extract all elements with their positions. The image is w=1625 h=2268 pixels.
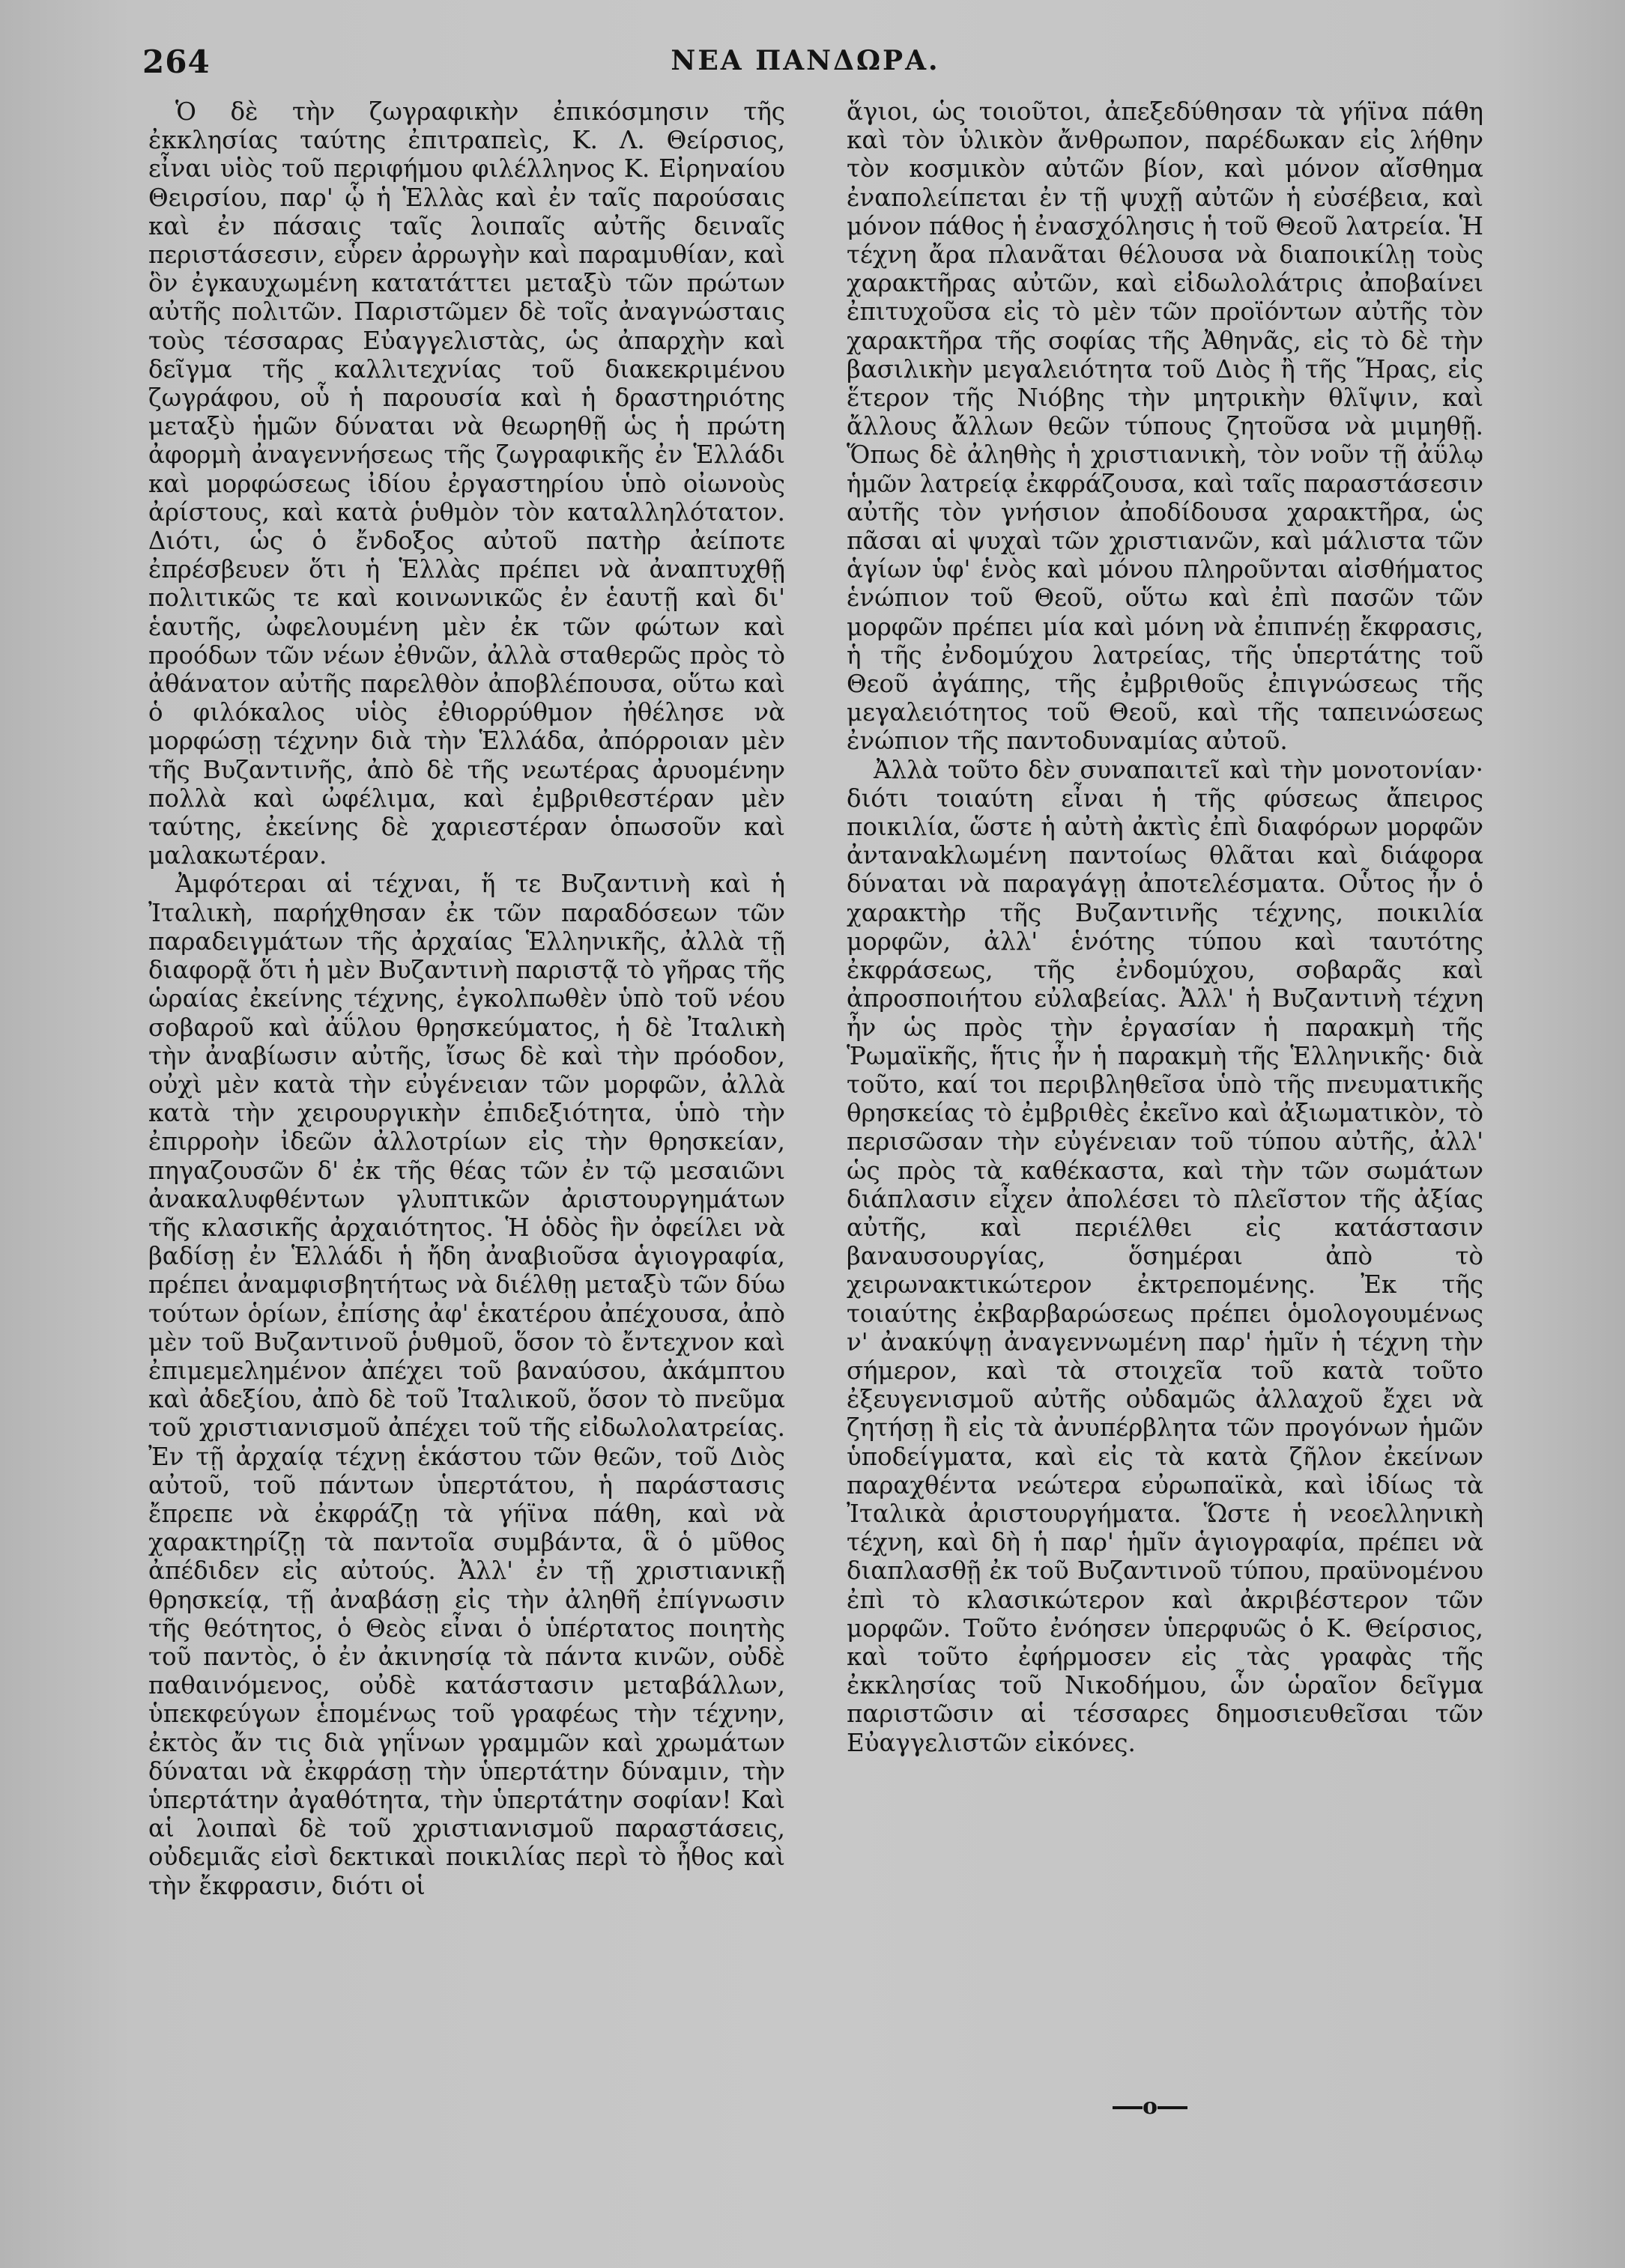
left-paragraph-1: Ὁ δὲ τὴν ζωγραφικὴν ἐπικόσμησιν τῆς ἐκκλησίας ταύτης ἐπιτραπεὶς, Κ. Λ. Θείρσιος, εἶναι υἱὸς τοῦ περιφήμου φιλέλληνος Κ. Εἰρηναίου Θειρσίου, παρ' ᾧ ἡ Ἑλλὰς καὶ ἐν ταῖς παρούσαις καὶ ἐν πάσαις ταῖς λοιπαῖς αὐτῆς δειναῖς περιστάσεσιν, εὗρεν ἀρρωγὴν καὶ παραμυθίαν, καὶ ὃν ἐγκαυχωμένη κατατάττει μεταξὺ τῶν πρώτων αὐτῆς πολιτῶν. Παριστῶμεν δὲ τοῖς ἀναγνώσταις τοὺς τέσσαρας Εὐαγγελιστὰς, ὡς ἀπαρχὴν καὶ δεῖγμα τῆς καλλιτεχνίας τοῦ διακεκριμένου ζωγράφου, οὗ ἡ παρουσία καὶ ἡ δραστηριότης μεταξὺ ἡμῶν δύναται νὰ θεωρηθῇ ὡς ἡ πρώτη ἀφορμὴ ἀναγεννήσεως τῆς ζωγραφικῆς ἐν Ἑλλάδι καὶ μορφώσεως ἰδίου ἐργαστηρίου ὑπὸ οἰωνοὺς ἀρίστους, καὶ κατὰ ῥυθμὸν τὸν καταλληλότατον. Διότι, ὡς ὁ ἔνδοξος αὐτοῦ πατὴρ ἀείποτε ἐπρέσβευεν ὅτι ἡ Ἑλλὰς πρέπει νὰ ἀναπτυχθῇ πολιτικῶς τε καὶ κοινωνικῶς ἐν ἑαυτῇ καὶ δι' ἑαυτῆς, ὠφελουμένη μὲν ἐκ τῶν φώτων καὶ προόδων τῶν νέων ἐθνῶν, ἀλλὰ σταθερῶς πρὸς τὸ ἀθάνατον αὐτῆς παρελθὸν ἀποβλέπουσα, οὕτω καὶ ὁ φιλόκαλος υἱὸς ἐθιορρύθμον ἠθέλησε νὰ μορφώσῃ τέχνην διὰ τὴν Ἑλλάδα, ἀπόρροιαν μὲν τῆς Βυζαντινῆς, ἀπὸ δὲ τῆς νεωτέρας ἀρυομένην πολλὰ καὶ ὠφέλιμα, καὶ ἐμβριθεστέραν μὲν ταύτης, ἐκείνης δὲ χαριεστέραν ὁπωσοῦν καὶ μαλακωτέραν. [148, 97, 785, 870]
right-column [847, 97, 1483, 1757]
end-ornament [1101, 2093, 1199, 2120]
end-ornament-mark: o [1142, 2093, 1158, 2120]
end-ornament-line-right [1158, 2106, 1187, 2109]
running-head: ΝΕΑ ΠΑΝΔΩΡΑ. [671, 45, 940, 76]
page-header [142, 43, 1468, 81]
page-number: 264 [142, 43, 211, 80]
right-paragraph-2: Ἀλλὰ τοῦτο δὲν συναπαιτεῖ καὶ τὴν μονοτονίαν· διότι τοιαύτη εἶναι ἡ τῆς φύσεως ἄπειρος ποικιλία, ὥστε ἡ αὐτὴ ἀκτὶς ἐπὶ διαφόρων μορφῶν ἀνταναkλωμένη παντοίως θλᾶται καὶ διάφορα δύναται νὰ παραγάγῃ ἀποτελέσματα. Οὗτος ἦν ὁ χαρακτὴρ τῆς Βυζαντινῆς τέχνης, ποικιλία μορφῶν, ἀλλ' ἑνότης τύπου καὶ ταυτότης ἐκφράσεως, τῆς ἐνδομύχου, σοβαρᾶς καὶ ἀπροσποιήτου εὐλαβείας. Ἀλλ' ἡ Βυζαντινὴ τέχνη ἦν ὡς πρὸς τὴν ἐργασίαν ἡ παρακμὴ τῆς Ῥωμαϊκῆς, ἥτις ἦν ἡ παρακμὴ τῆς Ἑλληνικῆς· διὰ τοῦτο, καί τοι περιβληθεῖσα ὑπὸ τῆς πνευματικῆς θρησκείας τὸ ἐμβριθὲς ἐκεῖνο καὶ ἀξιωματικὸν, τὸ περισῶσαν τὴν εὐγένειαν τοῦ τύπου αὐτῆς, ἀλλ' ὡς πρὸς τὰ καθέκαστα, καὶ τὴν τῶν σωμάτων διάπλασιν εἶχεν ἀπολέσει τὸ πλεῖστον τῆς ἀξίας αὐτῆς, καὶ περιέλθει εἰς κατάστασιν βαναυσουργίας, ὅσημέραι ἀπὸ τὸ χειρωνακτικώτερον ἐκτρεπομένης. Ἐκ τῆς τοιαύτης ἐκβαρβαρώσεως πρέπει ὁμολογουμένως ν' ἀνακύψῃ ἀναγεννωμένη παρ' ἡμῖν ἡ τέχνη τὴν σήμερον, καὶ τὰ στοιχεῖα τοῦ κατὰ τοῦτο ἐξευγενισμοῦ αὐτῆς οὐδαμῶς ἀλλαχοῦ ἔχει νὰ ζητήσῃ ἢ εἰς τὰ ἀνυπέρβλητα τῶν προγόνων ἡμῶν ὑποδείγματα, καὶ εἰς τὰ κατὰ ζῆλον ἐκείνων παραχθέντα νεώτερα εὐρωπαϊκὰ, καὶ ἰδίως τὰ Ἰταλικὰ ἀριστουργήματα. Ὥστε ἡ νεοελληνικὴ τέχνη, καὶ δὴ ἡ παρ' ἡμῖν ἁγιογραφία, πρέπει νὰ διαπλασθῇ ἐκ τοῦ Βυζαντινοῦ τύπου, πραϋνομένου ἐπὶ τὸ κλασικώτερον καὶ ἀκριβέστερον τῶν μορφῶν. Τοῦτο ἐνόησεν ὑπερφυῶς ὁ Κ. Θείρσιος, καὶ τοῦτο ἐφήρμοσεν εἰς τὰς γραφὰς τῆς ἐκκλησίας τοῦ Νικοδήμου, ὧν ὡραῖον δεῖγμα παριστῶσιν αἱ τέσσαρες δημοσιευθεῖσαι τῶν Εὐαγγελιστῶν εἰκόνες. [847, 755, 1483, 1757]
left-paragraph-2: Ἀμφότεραι αἱ τέχναι, ἥ τε Βυζαντινὴ καὶ ἡ Ἰταλικὴ, παρήχθησαν ἐκ τῶν παραδόσεων τῶν παραδειγμάτων τῆς ἀρχαίας Ἑλληνικῆς, ἀλλὰ τῇ διαφορᾷ ὅτι ἡ μὲν Βυζαντινὴ παριστᾷ τὸ γῆρας τῆς ὡραίας ἐκείνης τέχνης, ἐγκολπωθὲν ὑπὸ τοῦ νέου σοβαροῦ καὶ ἀΰλου θρησκεύματος, ἡ δὲ Ἰταλικὴ τὴν ἀναβίωσιν αὐτῆς, ἴσως δὲ καὶ τὴν πρόοδον, οὐχὶ μὲν κατὰ τὴν εὐγένειαν τῶν μορφῶν, ἀλλὰ κατὰ τὴν χειρουργικὴν ἐπιδεξιότητα, ὑπὸ τὴν ἐπιρροὴν ἰδεῶν ἀλλοτρίων εἰς τὴν θρησκείαν, πηγαζουσῶν δ' ἐκ τῆς θέας τῶν ἐν τῷ μεσαιῶνι ἀνακαλυφθέντων γλυπτικῶν ἀριστουργημάτων τῆς κλασικῆς ἀρχαιότητος. Ἡ ὁδὸς ἣν ὀφείλει νὰ βαδίσῃ ἐν Ἑλλάδι ἡ ἤδη ἀναβιοῦσα ἁγιογραφία, πρέπει ἀναμφισβητήτως νὰ διέλθῃ μεταξὺ τῶν δύω τούτων ὁρίων, ἐπίσης ἀφ' ἑκατέρου ἀπέχουσα, ἀπὸ μὲν τοῦ Βυζαντινοῦ ῥυθμοῦ, ὅσον τὸ ἔντεχνον καὶ ἐπιμεμελημένον ἀπέχει τοῦ βαναύσου, ἀκάμπτου καὶ ἀδεξίου, ἀπὸ δὲ τοῦ Ἰταλικοῦ, ὅσον τὸ πνεῦμα τοῦ χριστιανισμοῦ ἀπέχει τοῦ τῆς εἰδωλολατρείας. Ἐν τῇ ἀρχαίᾳ τέχνῃ ἑκάστου τῶν θεῶν, τοῦ Διὸς αὐτοῦ, τοῦ πάντων ὑπερτάτου, ἡ παράστασις ἔπρεπε νὰ ἐκφράζῃ τὰ γήϊνα πάθη, καὶ νὰ χαρακτηρίζῃ τὰ παντοῖα συμβάντα, ἃ ὁ μῦθος ἀπέδιδεν εἰς αὐτούς. Ἀλλ' ἐν τῇ χριστιανικῇ θρησκείᾳ, τῇ ἀναβάσῃ εἰς τὴν ἀληθῆ ἐπίγνωσιν τῆς θεότητος, ὁ Θεὸς εἶναι ὁ ὑπέρτατος ποιητὴς τοῦ παντὸς, ὁ ἐν ἀκινησίᾳ τὰ πάντα κινῶν, οὐδὲ παθαινόμενος, οὐδὲ κατάστασιν μεταβάλλων, ὑπεκφεύγων ἑπομένως τοῦ γραφέως τὴν τέχνην, ἐκτὸς ἄν τις διὰ γηΐνων γραμμῶν καὶ χρωμάτων δύναται νὰ ἐκφράσῃ τὴν ὑπερτάτην δύναμιν, τὴν ὑπερτάτην ἀγαθότητα, τὴν ὑπερτάτην σοφίαν! Καὶ αἱ λοιπαὶ δὲ τοῦ χριστιανισμοῦ παραστάσεις, οὐδεμιᾶς εἰσὶ δεκτικαὶ ποικιλίας περὶ τὸ ἦθος καὶ τὴν ἔκφρασιν, διότι οἱ [148, 870, 785, 1900]
end-ornament-line-left [1113, 2106, 1143, 2109]
left-column [148, 97, 785, 1900]
right-paragraph-1: ἅγιοι, ὡς τοιοῦτοι, ἀπεξεδύθησαν τὰ γήϊνα πάθη καὶ τὸν ὑλικὸν ἄνθρωπον, παρέδωκαν εἰς λήθην τὸν κοσμικὸν αὐτῶν βίον, καὶ μόνον αἴσθημα ἐναπολείπεται ἐν τῇ ψυχῇ αὐτῶν ἡ εὐσέβεια, καὶ μόνον πάθος ἡ ἐνασχόλησις ἡ τοῦ Θεοῦ λατρεία. Ἡ τέχνη ἄρα πλανᾶται θέλουσα νὰ διαποικίλῃ τοὺς χαρακτῆρας αὐτῶν, καὶ εἰδωλολάτρις ἀποβαίνει ἐπιτυχοῦσα εἰς τὸ μὲν τῶν προϊόντων αὐτῆς τὸν χαρακτῆρα τῆς σοφίας τῆς Ἀθηνᾶς, εἰς τὸ δὲ τὴν βασιλικὴν μεγαλειότητα τοῦ Διὸς ἢ τῆς Ἥρας, εἰς ἕτερον τῆς Νιόβης τὴν μητρικὴν θλῖψιν, καὶ ἄλλους ἄλλων θεῶν τύπους ζητοῦσα νὰ μιμηθῇ. Ὅπως δὲ ἀληθὴς ἡ χριστιανικὴ, τὸν νοῦν τῇ ἀΰλῳ ἡμῶν λατρείᾳ ἐκφράζουσα, καὶ ταῖς παραστάσεσιν αὐτῆς τὸν γνήσιον ἀποδίδουσα χαρακτῆρα, ὡς πᾶσαι αἱ ψυχαὶ τῶν χριστιανῶν, καὶ μάλιστα τῶν ἁγίων ὑφ' ἑνὸς καὶ μόνου πληροῦνται αἰσθήματος ἑνώπιον τοῦ Θεοῦ, οὕτω καὶ ἐπὶ πασῶν τῶν μορφῶν πρέπει μία καὶ μόνη νὰ ἐπιπνέῃ ἔκφρασις, ἡ τῆς ἐνδομύχου λατρείας, τῆς ὑπερτάτης τοῦ Θεοῦ ἀγάπης, τῆς ἐμβριθοῦς ἐπιγνώσεως τῆς μεγαλειότητος τοῦ Θεοῦ, καὶ τῆς ταπεινώσεως ἐνώπιον τῆς παντοδυναμίας αὐτοῦ. [847, 97, 1483, 756]
